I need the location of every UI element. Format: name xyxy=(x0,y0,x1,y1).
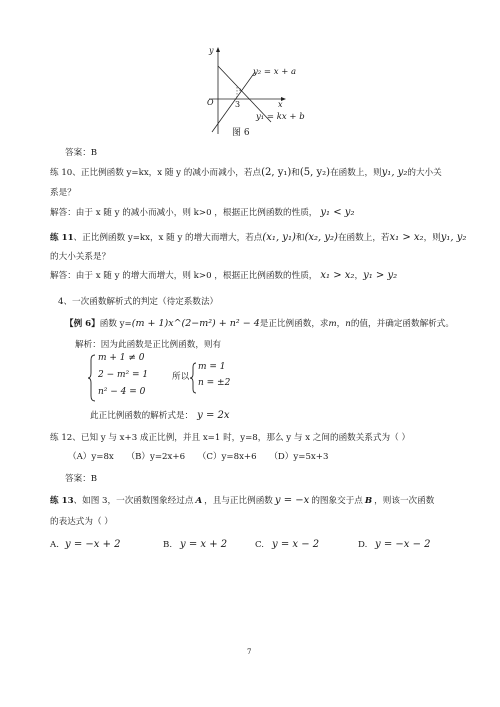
ex13-option-c-label: C. xyxy=(255,540,265,550)
ex13-label: 练 13 xyxy=(50,496,74,506)
answer-1: 答案：B xyxy=(65,148,98,158)
ex10-vars: y₁, y₂ xyxy=(381,167,408,178)
ex10-pt2: (5, y₂) xyxy=(299,167,331,178)
ex11-cond: x₁ > x₂ xyxy=(389,232,424,243)
line1-label: y₁ = kx + b xyxy=(256,112,305,122)
res2: n = ±2 xyxy=(198,378,231,388)
example6-n: n xyxy=(345,319,351,329)
ex11-line2: 的大小关系是？ xyxy=(50,252,111,262)
y-axis-label: y xyxy=(209,46,214,55)
y-axis-arrow xyxy=(216,47,220,52)
ex13-option-a: y = −x + 2 xyxy=(65,539,121,550)
ex10-tail2: 的大小关 xyxy=(407,168,442,178)
ex13-options xyxy=(50,539,450,553)
example6-m: m xyxy=(328,319,337,329)
ex12-option-a: （A）y=8x xyxy=(68,452,114,462)
ex10-pt1: (2, y₁) xyxy=(261,167,292,178)
ex12-question: 练 12、已知 y 与 x+3 成正比例，并且 x=1 时，y=8，那么 y 与 x 之间的函数关系式为（ ） xyxy=(50,433,411,443)
ex11-vars: y₁, y₂ xyxy=(440,232,467,243)
figure-caption: 图 6 xyxy=(232,128,250,138)
ex13-line2: 的表达式为（ ） xyxy=(50,517,113,527)
ex11-sol-comma: ， xyxy=(354,271,364,281)
ex13-option-d-label: D. xyxy=(358,540,368,550)
ex10-sol-math: y₁ < y₂ xyxy=(320,207,355,218)
ex10-tail: 在函数上，则 xyxy=(330,168,382,178)
example6-text1: 函数 y= xyxy=(99,319,132,329)
ex11-solution xyxy=(50,270,397,282)
example6-text2: 是正比例函数，求 xyxy=(259,319,329,329)
ex13-option-a-label: A. xyxy=(50,540,59,550)
ex11-pt2: (x₂, y₂) xyxy=(304,232,338,243)
ex11-line1 xyxy=(50,232,466,244)
ex13-point-a: A xyxy=(195,496,203,506)
ex11-sol-math1: x₁ > x₂ xyxy=(320,270,355,281)
figure-6-graph xyxy=(195,44,315,139)
example6-label: 【例 6】 xyxy=(65,319,100,329)
ex12-answer: 答案：B xyxy=(65,474,98,484)
ex12-option-b: （B）y=2x+6 xyxy=(126,452,186,462)
example6-comma: ， xyxy=(336,319,346,329)
ex13-text-d: ，则该一次函数 xyxy=(374,496,435,506)
conclusion-func: y = 2x xyxy=(197,410,230,421)
example6-func: (m + 1)x^(2−m²) + n² − 4 xyxy=(131,318,260,329)
example6-conclusion xyxy=(90,410,230,422)
ex12-options xyxy=(68,451,328,463)
ex13-text-b: ，且与正比例函数 xyxy=(204,496,273,506)
ex13-text-c: 的图象交于点 xyxy=(311,496,363,506)
eq3: n² − 4 = 0 xyxy=(98,387,146,397)
ex11-tail2: ，则 xyxy=(423,233,441,243)
example6-statement xyxy=(65,318,454,330)
right-brace xyxy=(190,362,197,394)
section-4-heading: 4、一次函数解析式的判定（待定系数法） xyxy=(58,297,219,307)
ex12-option-d: （D）y=5x+3 xyxy=(269,452,329,462)
ex11-pt1: (x₁, y₁) xyxy=(262,232,296,243)
ex11-text: 、正比例函数 y=kx，x 随 y 的增大而增大，若点 xyxy=(73,233,263,243)
ex13-option-c: y = x − 2 xyxy=(272,539,320,550)
ex10-sol-text: 解答：由于 x 随 y 的减小而减小，则 k>0 ，根据正比例函数的性质， xyxy=(50,208,318,218)
ex13-point-b: B xyxy=(364,496,373,506)
ex10-line2: 系是？ xyxy=(50,188,76,198)
ex10-solution xyxy=(50,207,354,219)
ex13-text-a: 、如图 3，一次函数图象经过点 xyxy=(73,496,194,506)
equation-system xyxy=(88,352,258,402)
conclusion-text: 此正比例函数的解析式是： xyxy=(90,411,194,421)
ex10-line1 xyxy=(50,167,442,179)
tick-x-label: 3 xyxy=(235,100,241,109)
example6-analysis: 解析：因为此函数是正比例函数，则有 xyxy=(75,340,222,350)
line2-label: y₂ = x + a xyxy=(253,67,297,77)
example6-text3: 的值，并确定函数解析式。 xyxy=(350,319,454,329)
line-y2 xyxy=(212,72,255,132)
ex11-sol-text: 解答：由于 x 随 y 的增大而增大，则 k>0 ，根据正比例函数的性质， xyxy=(50,271,318,281)
origin-label: O xyxy=(207,98,214,107)
ex13-func: y = −x xyxy=(274,495,310,506)
ex11-sol-math2: y₁ > y₂ xyxy=(363,270,398,281)
figure-6 xyxy=(195,44,315,139)
ex11-tail: 在函数上，若 xyxy=(337,233,390,243)
ex12-option-c: （C）y=8x+6 xyxy=(197,452,257,462)
tick-y-label: 2 xyxy=(239,87,242,92)
ex13-option-b-label: B. xyxy=(163,540,173,550)
ex13-option-d: y = −x − 2 xyxy=(375,539,431,550)
page-number: 7 xyxy=(247,648,252,656)
ex10-text: 练 10、正比例函数 y=kx，x 随 y 的减小而减小，若点 xyxy=(50,168,262,178)
ex13-option-b: y = x + 2 xyxy=(180,539,228,550)
ex13-line1 xyxy=(50,495,434,507)
eq1: m + 1 ≠ 0 xyxy=(98,353,145,363)
ex11-label: 练 11 xyxy=(50,233,74,243)
ex11-and: 和 xyxy=(295,233,305,243)
ex10-and: 和 xyxy=(291,168,300,178)
x-axis-label: x xyxy=(278,100,283,109)
eq2: 2 − m² = 1 xyxy=(98,370,149,380)
so-label: 所以 xyxy=(172,372,190,382)
left-brace xyxy=(88,354,96,402)
res1: m = 1 xyxy=(198,362,226,372)
